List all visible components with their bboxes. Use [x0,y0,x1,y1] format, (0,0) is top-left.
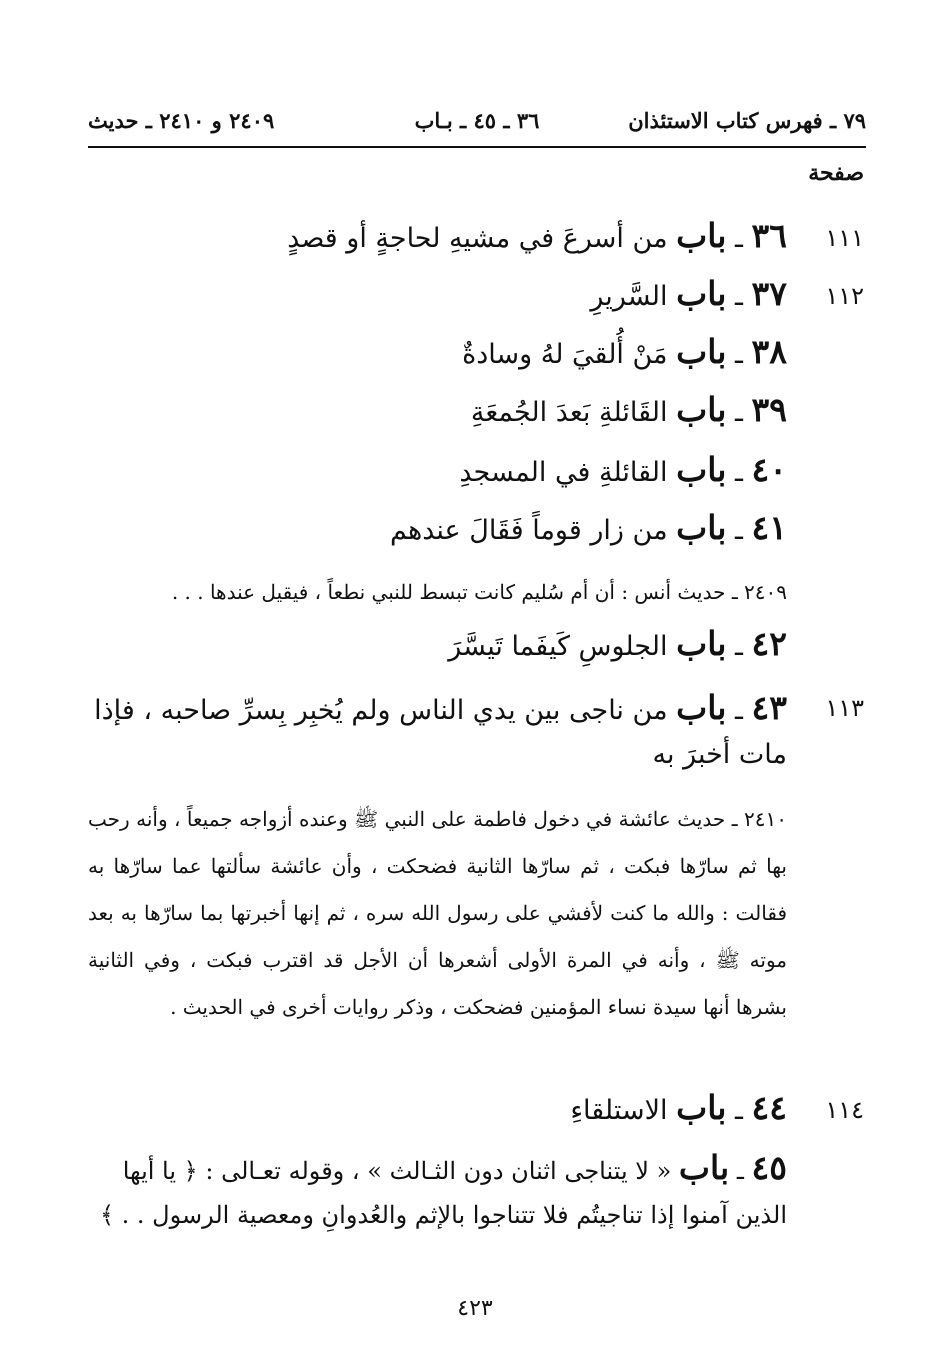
bab-title: من زار قوماً فَقَالَ عندهم [390,515,668,546]
bab-title: السَّريرِ [590,281,668,312]
bab-number: ٤٣ [751,688,787,727]
bab-number: ٣٦ [751,216,787,255]
header-divider [88,146,866,148]
bab-entry[interactable] [86,686,787,777]
header-hadith-range: ٢٤٠٩ و ٢٤١٠ ـ حديث [88,108,275,133]
bab-number: ٣٧ [751,274,787,313]
dash: ـ [735,397,743,428]
dash: ـ [735,223,743,254]
bab-keyword: باب [676,274,727,313]
bab-keyword: باب [676,450,727,489]
bab-entry[interactable] [471,390,787,429]
dash: ـ [736,1157,744,1185]
dash: ـ [735,515,743,546]
header-bab-range: ٣٦ ـ ٤٥ ـ بـاب [414,108,540,133]
page-number-113: ١١٣ [825,694,864,722]
bab-entry[interactable] [459,450,787,489]
bab-title: من ناجى بين يدي الناس ولم يُخبِر بِسرِّ صاحبه ، فإذا مات أخبرَ به [94,695,787,770]
bab-title: مَنْ أُلقيَ لهُ وسادةٌ [462,339,668,370]
running-header [88,108,866,144]
bab-number: ٣٨ [751,332,787,371]
hadith-summary-2409: ٢٤٠٩ ـ حديث أنس : أن أم سُليم كانت تبسط للنبي نطعاً ، فيقيل عندها . . . [171,580,787,604]
bab-keyword: باب [676,332,727,371]
bab-entry[interactable] [448,624,787,663]
bab-title: الجلوسِ كَيفَما تَيسَّرَ [448,631,668,662]
bab-number: ٤٥ [751,1148,787,1187]
dash: ـ [735,695,743,726]
bab-entry[interactable] [287,216,787,255]
bab-title: القَائلةِ بَعدَ الجُمعَةِ [470,397,668,428]
bab-number: ٤٠ [751,450,787,489]
hadith-summary-2410: ٢٤١٠ ـ حديث عائشة في دخول فاطمة على النبي ﷺ وعنده أزواجه جميعاً ، وأنه رحب بها ثم سارّها فبكت ، ثم سارّها الثانية فضحكت ، وأن عائشة سألتها عما سارّها به فقالت : والله ما كنت لأفشي على رسول الله سره ، ثم إنها أخبرتها بما سارّها به بعد موته ﷺ ، وأنه في المرة الأولى أشعرها أن الأجل قد اقترب فبكت ، وفي الثانية بشرها أنها سيدة نساء المؤمنين فضحكت ، وذكر روايات أخرى في الحديث . [88,807,788,1019]
bab-title: من أسرعَ في مشيهِ لحاجةٍ أو قصدٍ [287,223,668,254]
dash: ـ [735,281,743,312]
bab-number: ٤٤ [751,1088,787,1127]
bab-number: ٤٢ [751,624,787,663]
dash: ـ [735,457,743,488]
bab-number: ٤١ [751,508,787,547]
page-number-111: ١١١ [825,224,864,252]
dash: ـ [735,631,743,662]
page-number-footer: ٤٢٣ [457,1296,493,1321]
bab-title: الاستلقاءِ [570,1095,668,1126]
bab-keyword: باب [676,390,727,429]
bab-keyword: باب [676,216,727,255]
dash: ـ [735,339,743,370]
bab-entry[interactable] [86,1146,787,1237]
bab-keyword: باب [676,688,727,727]
bab-keyword: باب [676,1088,727,1127]
bab-keyword: باب [676,508,727,547]
page-column-label: صفحة [808,160,864,186]
header-chapter-title: ٧٩ ـ فهرس كتاب الاستئذان [628,108,866,133]
page-number-114: ١١٤ [825,1096,864,1124]
bab-entry[interactable] [462,332,787,371]
bab-title: القائلةِ في المسجدِ [459,457,668,488]
bab-keyword: باب [678,1148,730,1187]
bab-entry[interactable] [390,508,787,547]
dash: ـ [735,1095,743,1126]
bab-title: « لا يتناجى اثنان دون الثـالث » ، وقوله تعـالى : ﴿ يا أيها الذين آمنوا إذا تناجيتُم فلا تتناجوا بالإثم والعُدوانِ ومعصية الرسول . . ﴾ [99,1157,787,1229]
bab-number: ٣٩ [751,390,787,429]
page-number-112: ١١٢ [825,282,864,310]
bab-entry[interactable] [590,274,787,313]
bab-keyword: باب [676,624,727,663]
bab-entry[interactable] [570,1088,787,1127]
